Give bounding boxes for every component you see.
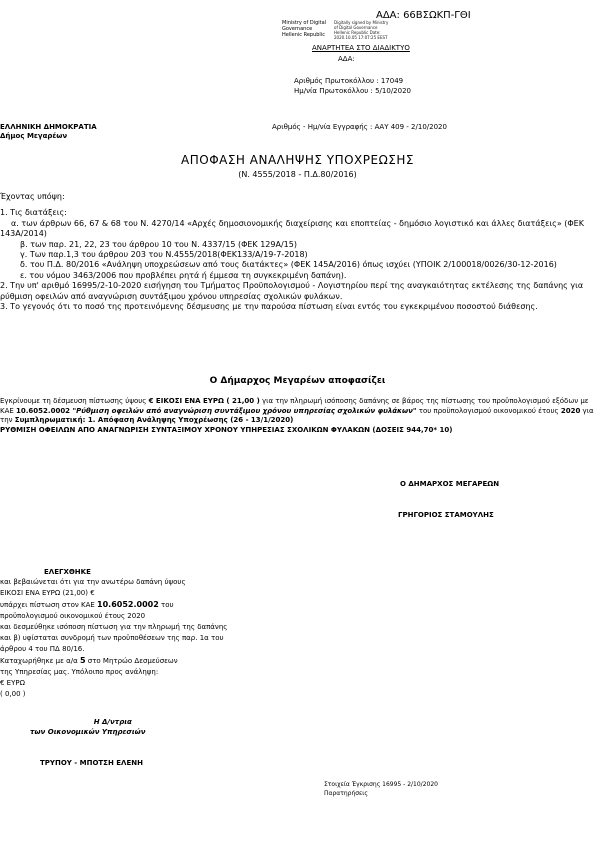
approval-details: Στοιχεία Έγκρισης 16995 - 2/10/2020 <box>324 781 438 788</box>
checked-title: ΕΛΕΓΧΘΗΚΕ <box>44 568 91 576</box>
ada-label: ΑΔΑ: <box>338 55 355 63</box>
decision-text: για την πληρωμή ισόποσης δαπάνης σε βάρος της πίστωσης του προϋπολογισμού εξόδων με ΚΑΕ <box>0 397 589 415</box>
gov-signature-block <box>282 20 342 38</box>
checked-line: της Υπηρεσίας μας. Υπόλοιπο προς ανάληψη: <box>0 668 159 676</box>
item-1b: β. των παρ. 21, 22, 23 του άρθρου 10 του Ν. 4337/15 (ΦΕΚ 129Α/15) <box>20 239 297 249</box>
decision-text: Εγκρίνουμε τη δέσμευση πίστωσης ύψους <box>0 397 149 405</box>
signature-name: ΓΡΗΓΟΡΙΟΣ ΣΤΑΜΟΥΛΗΣ <box>398 511 494 519</box>
item-1a: α. των άρθρων 66, 67 & 68 του Ν. 4270/14 «Αρχές δημοσιονομικής διαχείρισης και εποπτείας - δημόσιο λογιστικό και άλλες διατάξεις» (ΦΕΚ 143Α/2014) <box>0 218 584 239</box>
considering-label: Έχοντας υπόψη: <box>0 192 65 201</box>
director-title-line: των Οικονομικών Υπηρεσιών <box>30 728 146 736</box>
checked-section <box>0 577 340 700</box>
checked-line: προϋπολογισμού οικονομικού έτους 2020 <box>0 612 146 620</box>
decision-description: "Ρύθμιση οφειλών από αναγνώριση συντάξιμου χρόνου υπηρεσίας σχολικών φυλάκων" <box>70 406 417 415</box>
protocol-number: Αριθμός Πρωτοκόλλου : 17049 <box>294 77 404 85</box>
decision-section <box>0 397 595 435</box>
protocol-date: Ημ/νία Πρωτοκόλλου : 5/10/2020 <box>294 87 411 95</box>
decision-amount: € ΕΙΚΟΣΙ ΕΝΑ ΕΥΡΩ ( 21,00 ) <box>148 397 260 405</box>
item-1d: δ. του Π.Δ. 80/2016 «Ανάληψη υποχρεώσεων από τους διατάκτες» (ΦΕΚ 145Α/2016) όπως ισχύει (ΥΠΟΙΚ 2/100018/0026/30-12-2016) <box>20 260 557 270</box>
posted-online-label: ΑΝΑΡΤΗΤΕΑ ΣΤΟ ΔΙΑΔΙΚΤΥΟ <box>312 44 410 52</box>
item-1e: ε. του νόμου 3463/2006 που προβλέπει ρητά ή έμμεσα τη συγκεκριμένη δαπάνη). <box>20 270 347 280</box>
checked-line: και δεσμεύθηκε ισόποση πίστωση για την πληρωμή της δαπάνης <box>0 623 228 631</box>
decision-kae: 10.6052.0002 <box>16 406 71 415</box>
checked-line: άρθρου 4 του ΠΔ 80/16. <box>0 645 85 653</box>
item-1: 1. Τις διατάξεις: <box>0 208 67 218</box>
checked-line <box>0 599 340 611</box>
decision-text: για την <box>0 406 594 424</box>
protocol-block <box>294 76 411 96</box>
decision-supplementary: Συμπληρωματική: 1. Απόφαση Ανάληψης Υποχρέωσης (26 - 13/1/2020) <box>14 416 294 424</box>
ada-top: ΑΔΑ: 66ΒΣΩΚΠ-ΓΘΙ <box>376 10 471 21</box>
municipality-label: Δήμος Μεγαρέων <box>0 132 68 140</box>
checked-kae: 10.6052.0002 <box>97 600 159 609</box>
digital-signature-logo <box>334 20 389 40</box>
checked-text: Καταχωρήθηκε με α/α <box>0 657 80 665</box>
registration-line: Αριθμός - Ημ/νία Εγγραφής : ΑΑΥ 409 - 2/10/2020 <box>272 123 447 131</box>
gov-line: Hellenic Republic <box>282 32 325 38</box>
checked-line: και βεβαιώνεται ότι για την ανωτέρω δαπάνη ύψους <box>0 578 186 586</box>
director-title <box>30 717 146 737</box>
checked-line: ( 0,00 ) <box>0 690 26 698</box>
decision-text: του προϋπολογισμού οικονομικού έτους <box>416 406 561 415</box>
digital-signature-text: Digitally signed by Ministry of Digital Governance Hellenic Republic Date: 2020.10.05 17:07:25 EEST <box>334 20 389 40</box>
issuer-block <box>0 123 97 141</box>
signature-role: Ο ΔΗΜΑΡΧΟΣ ΜΕΓΑΡΕΩΝ <box>400 480 500 488</box>
gov-line: Ministry of Digital <box>282 20 327 26</box>
item-2: 2. Την υπ' αριθμό 16995/2-10-2020 εισήγηση του Τμήματος Προϋπολογισμού - Λογιστηρίου περί της αναγκαιότητας εκτέλεσης της δαπάνης για ρύθμιση οφειλών από αναγνώριση συντάξιμου χρόνου υπηρεσίας σχολικών φυλάκων. <box>0 281 584 301</box>
checked-registry-number: 5 <box>79 656 86 665</box>
item-3: 3. Το γεγονός ότι το ποσό της προτεινόμενης δέσμευσης με την παρούσα πίστωση είναι εντός του εγκεκριμένου ποσοστού διάθεσης. <box>0 302 538 312</box>
checked-line: € ΕΥΡΩ <box>0 679 25 687</box>
checked-line <box>0 655 340 667</box>
checked-line: ΕΙΚΟΣΙ ΕΝΑ ΕΥΡΩ (21,00) € <box>0 589 95 597</box>
approval-remarks: Παρατηρήσεις <box>324 790 368 797</box>
approval-block <box>324 780 438 798</box>
decision-year: 2020 <box>560 406 581 415</box>
checked-text: του <box>158 601 174 609</box>
checked-text: στο Μητρώο Δεσμεύσεων <box>85 657 178 665</box>
republic-label: ΕΛΛΗΝΙΚΗ ΔΗΜΟΚΡΑΤΙΑ <box>0 123 97 131</box>
checked-line: και β) υφίσταται συνδρομή των προϋποθέσεων της παρ. 1α του <box>0 634 224 642</box>
checked-text: υπάρχει πίστωση στον ΚΑΕ <box>0 601 98 609</box>
decision-subject: ΡΥΘΜΙΣΗ ΟΦΕΙΛΩΝ ΑΠΟ ΑΝΑΓΝΩΡΙΣΗ ΣΥΝΤΑΞΙΜΟΥ ΧΡΟΝΟΥ ΥΠΗΡΕΣΙΑΣ ΣΧΟΛΙΚΩΝ ΦΥΛΑΚΩΝ (ΔΟΣΕΙΣ 944,70* 10) <box>0 425 453 434</box>
gov-line: Governance <box>282 26 313 32</box>
mayor-decides-heading: Ο Δήμαρχος Μεγαρέων αποφασίζει <box>209 376 386 386</box>
decision-paragraph <box>0 397 595 426</box>
document-title: ΑΠΟΦΑΣΗ ΑΝΑΛΗΨΗΣ ΥΠΟΧΡΕΩΣΗΣ <box>181 153 414 167</box>
considerations-section <box>0 192 595 312</box>
item-1c: γ. Των παρ.1,3 του άρθρου 203 του Ν.4555/2018(ΦΕΚ133/Α/19-7-2018) <box>20 250 308 260</box>
director-name: ΤΡΥΠΟΥ - ΜΠΟΤΣΗ ΕΛΕΝΗ <box>40 759 143 767</box>
document-subtitle: (Ν. 4555/2018 - Π.Δ.80/2016) <box>238 170 357 179</box>
director-title-line: Η Δ/ντρια <box>93 718 132 726</box>
